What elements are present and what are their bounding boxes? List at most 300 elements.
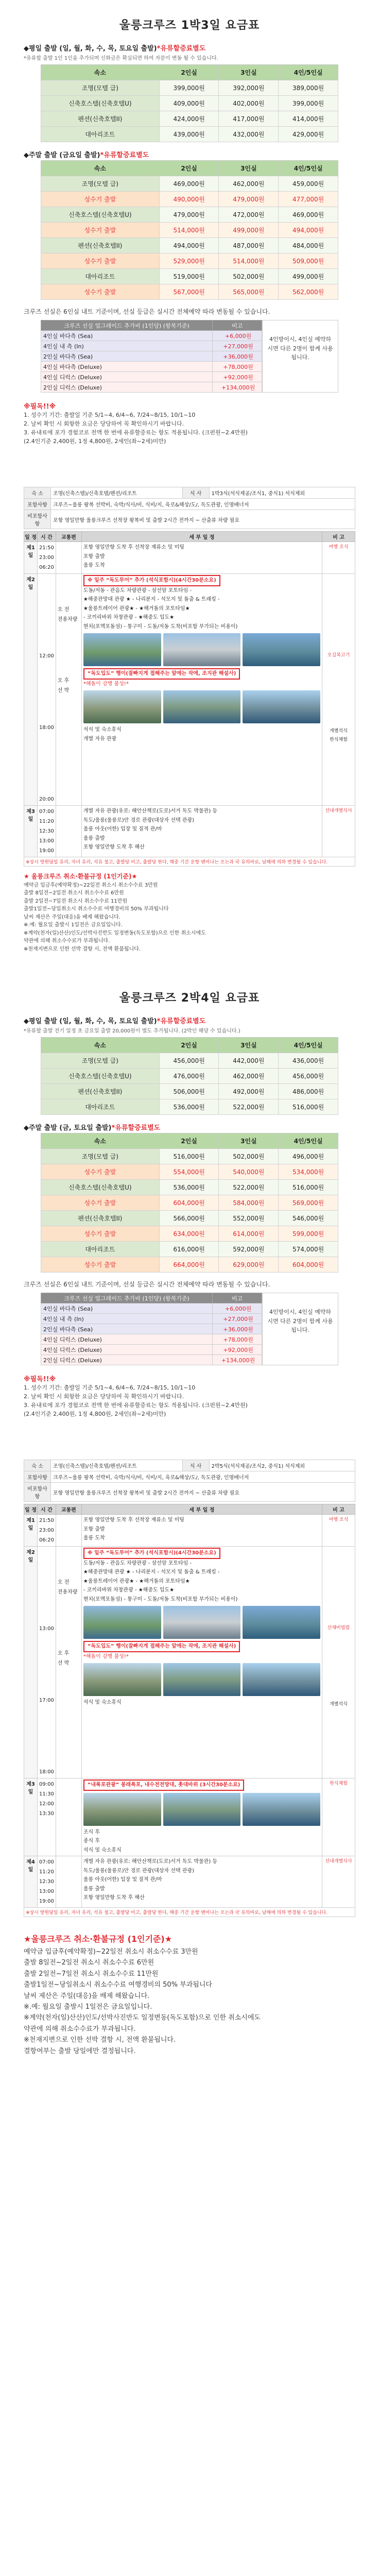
upgrade-row	[41, 372, 262, 382]
heading-badge: *유류할증료별도	[157, 45, 206, 53]
price-cell: 479,000원	[219, 192, 279, 207]
tour-highlight-text: ※ 일주 “독도투어” 추가 (석식포함시)(4시간30분소요)	[83, 575, 220, 586]
remark-text: 한식체험	[330, 737, 348, 743]
price-cell: 536,000원	[159, 1099, 219, 1115]
detail-line: 포항 영일만항 도착 후 해산	[83, 844, 145, 851]
price-cell: 436,000원	[279, 1053, 338, 1069]
upgrade-col-header: 비고	[213, 320, 262, 331]
upgrade-label: 4인실 바다측 (Sea)	[41, 331, 213, 341]
price-cell: 604,000원	[279, 1257, 338, 1273]
price-cell: 432,000원	[219, 127, 279, 142]
schedule-col-header: 교통편	[56, 532, 81, 542]
price-row	[41, 1084, 338, 1099]
remark-col	[322, 1856, 355, 1908]
price-cell: 534,000원	[279, 1164, 338, 1180]
refund-policy	[24, 872, 355, 953]
info-value: 크루즈~울릉 왕복 선박비, 숙박/식사/비, 식비/지, 육로&해상/도/, 독도관광, 인명배너저	[51, 499, 355, 510]
time-col	[38, 1856, 56, 1908]
price-cell: 389,000원	[279, 80, 338, 96]
schedule-day	[24, 1856, 355, 1908]
upgrade-label: 2인실 디럭스 (Deluxe)	[41, 382, 213, 393]
caution-list-line: 2. 날씨 확인 시 회항한 요금은 당당하여 꼭 확인하시기 바랍니다.	[24, 1393, 184, 1400]
transport-col	[56, 1547, 81, 1778]
refund-line: 날씨 제산은 주일(대응)을 배제 해왔습니다.	[24, 914, 120, 920]
day-label: 제2일	[24, 574, 38, 806]
price-row-label: 대아리조트	[41, 1242, 160, 1257]
refund-line: 날씨 제산은 주일(대응)을 배제 해왔습니다.	[24, 1992, 150, 2000]
time-value: 11:20	[39, 819, 54, 825]
price-cell: 522,000원	[219, 1099, 279, 1115]
transport-label: 선 박	[57, 688, 70, 694]
detail-line: 포항 출발	[83, 553, 105, 560]
scenery-photo	[83, 1793, 161, 1826]
highlight-box	[83, 1780, 320, 1791]
price-cell: 552,000원	[219, 1211, 279, 1226]
price-row	[41, 253, 338, 269]
tour-line: 현치(포멕포돌섬) - 통구미 - 도돌/저동 도착(비포함 부가되는 비용이)	[83, 623, 238, 630]
price-heading	[24, 43, 355, 53]
scenery-photo	[243, 1663, 320, 1696]
upgrade-section	[41, 320, 338, 393]
price-row-label: 성수기 출발	[41, 284, 160, 300]
detail-col	[81, 574, 322, 806]
price-cell: 574,000원	[279, 1242, 338, 1257]
scenery-photo	[83, 633, 161, 666]
price-col-header: 2인실	[159, 1038, 219, 1053]
price-col-header: 4인/5인실	[279, 1038, 338, 1053]
info-key: 비포함사항	[24, 510, 51, 529]
price-row	[41, 111, 338, 127]
price-cell: 522,000원	[219, 1180, 279, 1195]
schedule-col-header: 시 간	[38, 1504, 56, 1515]
price-row-label: 성수기 출발	[41, 1195, 160, 1211]
remark-col	[322, 1515, 355, 1547]
upgrade-price: +27,000원	[213, 341, 262, 351]
remark-text: 개별석식	[330, 1701, 348, 1707]
detail-line: 포항 영일만항 도착 후 해산	[83, 1895, 145, 1901]
transport-col	[56, 1856, 81, 1908]
upgrade-row	[41, 1314, 262, 1324]
time-col	[38, 806, 56, 857]
price-cell: 514,000원	[159, 223, 219, 238]
caution-list	[24, 1383, 355, 1418]
upgrade-price: +6,000원	[213, 331, 262, 341]
dokdo-text: “독도입도” 행이(잘빠지게 접해주는 앞에는 작에, 조지관 해설사)	[83, 668, 240, 680]
price-col-header: 4인/5인실	[279, 1133, 338, 1149]
price-cell: 469,000원	[279, 207, 338, 223]
price-col-header: 속소	[41, 1038, 160, 1053]
price-cell: 584,000원	[219, 1195, 279, 1211]
price-cell: 664,000원	[159, 1257, 219, 1273]
scenery-photo	[163, 1663, 241, 1696]
refund-line: 약관에 의해 취소수수료가 부과됩니다.	[24, 2025, 136, 2033]
time-value: 06:20	[39, 565, 54, 571]
price-row-label: 펜션(신축호텔II)	[41, 1211, 160, 1226]
time-value: 19:00	[39, 848, 54, 854]
remark-text: 한식체험	[330, 1781, 348, 1787]
tour-line: ★울릉트레이어 관광★ - ★해거돌의 포토타임★	[83, 605, 190, 612]
time-col	[38, 574, 56, 806]
transport-label: 선 박	[57, 1660, 70, 1667]
time-value: 17:00	[39, 1698, 54, 1704]
upgrade-price: +92,000원	[213, 1345, 262, 1355]
transport-col	[56, 806, 81, 857]
price-row-label: 대아리조트	[41, 1099, 160, 1115]
price-cell: 629,000원	[219, 1257, 279, 1273]
price-row-label: 조명(모텔 급)	[41, 80, 160, 96]
upgrade-row	[41, 1303, 262, 1314]
info-value: 조명(신축스텔)/신축호텔/펜션/리조트	[51, 487, 183, 499]
time-value: 21:50	[39, 1518, 54, 1524]
price-cell: 484,000원	[279, 238, 338, 253]
detail-line: 조식 후	[83, 1829, 100, 1835]
refund-line: ※.예: 월요일 출발시 1일전은 금요일입니다.	[24, 2003, 152, 2011]
heading-badge: *유류할증료별도	[111, 1124, 161, 1132]
tour-highlight-text: ※ 일주 “독도투어” 추가 (석식포함시)(4시간30분소요)	[83, 1548, 220, 1559]
detail-col	[81, 1515, 322, 1547]
price-row	[41, 80, 338, 96]
price-cell: 499,000원	[219, 223, 279, 238]
detail-line: 개별 자유 관광(유로: 해안산책로(도로)서거 독도 박물관) 등	[83, 808, 218, 815]
price-row-label: 성수기 출발	[41, 1226, 160, 1242]
price-cell: 392,000원	[219, 80, 279, 96]
price-row-label: 조명(모텔 급)	[41, 176, 160, 192]
time-value: 23:00	[39, 555, 54, 561]
time-value: 13:00	[39, 838, 54, 844]
detail-line: 포항 영일만항 도착 후 선착장 재류소 및 미팅	[83, 1517, 184, 1523]
price-cell: 469,000원	[159, 176, 219, 192]
period-label: 오 후	[57, 1651, 70, 1657]
price-cell: 476,000원	[159, 1069, 219, 1084]
photo-row	[83, 1606, 320, 1639]
caution-list-line: (2.4인기준 2,400원, 1정 4,800원, 2세인(좌~2세)미만)	[24, 1411, 166, 1418]
time-value: 13:00	[39, 1889, 54, 1895]
price-cell: 546,000원	[279, 1211, 338, 1226]
price-cell: 502,000원	[219, 269, 279, 284]
price-cell: 540,000원	[219, 1164, 279, 1180]
time-value: 12:30	[39, 828, 54, 835]
period-label: 오 후	[57, 678, 70, 684]
price-cell: 477,000원	[279, 192, 338, 207]
upgrade-col-header: 크루즈 선실 업그레이드 추가비 (1인당) (왕복기준)	[41, 1293, 213, 1303]
price-col-header: 속소	[41, 1133, 160, 1149]
price-row	[41, 1069, 338, 1084]
caution-list-line: 3. 유내료에 포가 경험코로 전액 한 번에 유류할증료는 항도 적용됩니다. (크펀원~2.4만원)	[24, 429, 248, 436]
upgrade-row	[41, 362, 262, 372]
schedule-table	[24, 531, 355, 867]
price-cell: 604,000원	[159, 1195, 219, 1211]
transport-label: 전용차량	[57, 1589, 78, 1596]
detail-line: 울릉 도착	[83, 563, 105, 569]
info-value: 2박5식(석식제공/조식2, 중식1) 석식제외	[209, 1460, 355, 1471]
tour-highlight	[83, 1548, 320, 1559]
detail-col	[81, 1856, 322, 1908]
scenery-photo	[243, 1793, 320, 1826]
refund-line: ※천재지변으로 인한 선박 결항 시, 전액 환불됩니다.	[24, 2036, 176, 2044]
detail-line: 석식 및 숙소휴식	[83, 1847, 122, 1853]
price-row	[41, 176, 338, 192]
price-cell: 479,000원	[159, 207, 219, 223]
price-row	[41, 1180, 338, 1195]
photo-row	[83, 1663, 320, 1696]
time-col	[38, 1515, 56, 1547]
caution-list-line: 3. 유내료에 포가 경험코로 전액 한 번에 유류할증료는 항도 적용됩니다. (크펀원~2.4만원)	[24, 1402, 248, 1409]
upgrade-row	[41, 341, 262, 351]
evening-line: 석식 및 숙소휴식	[83, 727, 122, 733]
time-value: 18:00	[39, 1769, 54, 1775]
upgrade-label: 4인실 디럭스 (Deluxe)	[41, 372, 213, 382]
refund-line: 출발1일전~당일취소시 취소수수료 여행경비의 50% 부과됩니다	[24, 1981, 212, 1989]
info-value: 포항 영일만항 울릉크루즈 선착장 왕복비 및 출발 2시간 전까지 ~ 산출류 차량 필요	[51, 1483, 355, 1502]
detail-line: 종식 후	[83, 1838, 100, 1844]
upgrade-label: 4인실 바다측 (Deluxe)	[41, 362, 213, 372]
transport-col	[56, 542, 81, 574]
scenery-photo	[163, 690, 241, 723]
detail-col	[81, 1778, 322, 1856]
upgrade-price: +36,000원	[213, 1324, 262, 1334]
refund-line: 예약금 입금후(예약확정)~22일전 취소시 취소수수료 3만원	[24, 1947, 198, 1956]
tour-line: 도동/저동 - 관음도 차량관광 - 삼선암 포토타임 -	[83, 1560, 192, 1566]
dokdo-text: “독도입도” 행이(잘빠지게 접해주는 앞에는 작에, 조지관 해설사)	[83, 1641, 240, 1652]
price-cell: 514,000원	[219, 253, 279, 269]
price-row	[41, 1257, 338, 1273]
price-row-label: 성수기 출발	[41, 253, 160, 269]
upgrade-col-header: 크루즈 선실 업그레이드 추가비 (1인당) (왕복기준)	[41, 320, 213, 331]
price-cell: 496,000원	[279, 1149, 338, 1164]
price-cell: 516,000원	[279, 1180, 338, 1195]
upgrade-row	[41, 1355, 262, 1365]
price-table	[41, 1133, 338, 1273]
price-row	[41, 96, 338, 111]
info-key: 포함사항	[24, 1471, 51, 1483]
caution-list-line: (2.4인기준 2,400원, 1정 4,800원, 2세인(좌~2세)미만)	[24, 438, 166, 445]
price-cell: 614,000원	[219, 1226, 279, 1242]
upgrade-price: +78,000원	[213, 362, 262, 372]
price-cell: 456,000원	[159, 1053, 219, 1069]
price-cell: 472,000원	[219, 207, 279, 223]
refund-title: ★ 울릉크루즈 취소·환불규정 (1인기준)★	[24, 873, 137, 880]
detail-line: 울릉 도착	[83, 1535, 105, 1541]
price-col-header: 3인실	[219, 161, 279, 176]
price-row-label: 성수기 출발	[41, 192, 160, 207]
price-cell: 499,000원	[279, 269, 338, 284]
price-row	[41, 207, 338, 223]
weekday-note: *유류할 출발 전기 일정 초 금요일 출발 20,000원이 별도 추가됩니다. (2박인 해당 수 있습니다.)	[24, 1028, 240, 1035]
day-label: 제3일	[24, 806, 38, 857]
schedule-col-header: 교통편	[56, 1504, 81, 1515]
transport-col	[56, 1515, 81, 1547]
cabin-note: 크루즈 선실은 6인실 내트 기준이며, 선실 등급은 실시간 전체예약 따라 변동될 수 있습니다.	[24, 1281, 270, 1289]
price-cell: 566,000원	[159, 1211, 219, 1226]
scenery-photo	[243, 633, 320, 666]
price-row	[41, 1226, 338, 1242]
day-label: 제4일	[24, 1856, 38, 1908]
price-row-label: 대아리조트	[41, 127, 160, 142]
dokdo-box	[83, 668, 320, 680]
price-cell: 562,000원	[279, 284, 338, 300]
remark-text: 산채비빔밥	[327, 1625, 350, 1631]
price-col-header: 속소	[41, 65, 160, 80]
price-cell: 414,000원	[279, 111, 338, 127]
upgrade-row	[41, 1324, 262, 1334]
price-col-header: 3인실	[219, 1133, 279, 1149]
refund-line: 약관에 의해 취소수수료가 부과됩니다.	[24, 938, 110, 944]
detail-line: 포항 영일만항 도착 후 선착장 재류소 및 미팅	[83, 545, 184, 551]
price-cell: 442,000원	[219, 1053, 279, 1069]
price-cell: 439,000원	[159, 127, 219, 142]
price-row-label: 대아리조트	[41, 269, 160, 284]
evening-line: 석식 및 숙소휴식	[83, 1700, 122, 1706]
detail-line: 울릉 출발	[83, 1886, 105, 1892]
price-col-header: 2인실	[159, 65, 219, 80]
scenery-photo	[163, 1793, 241, 1826]
time-value: 12:00	[39, 1801, 54, 1807]
tour-line: ★울릉트레이어 관광★ - ★해거돌의 포토타임★	[83, 1578, 190, 1584]
info-key: 숙 소	[24, 487, 51, 499]
price-row	[41, 1242, 338, 1257]
remark-text: 개별석식	[330, 728, 348, 734]
price-col-header: 속소	[41, 161, 160, 176]
period-label: 오 전	[57, 607, 70, 613]
price-col-header: 3인실	[219, 1038, 279, 1053]
detail-line: 독도/울릉(울릉로)안 경로 관광(대상자 선택 관광)	[83, 1868, 195, 1874]
price-cell: 399,000원	[159, 80, 219, 96]
schedule-table	[24, 1504, 355, 1917]
schedule-col-header: 세 부 일 정	[81, 1504, 322, 1515]
price-cell: 554,000원	[159, 1164, 219, 1180]
price-row-label: 신축호스텔(신축호텔U)	[41, 1180, 160, 1195]
caution-list-line: 1. 성수기 기간: 출발일 기준 5/1~4, 6/4~6, 7/24~8/15, 10/1~10	[24, 1384, 196, 1392]
detail-line: 울릉 출발	[83, 835, 105, 841]
upgrade-label: 4인실 내 측 (In)	[41, 1314, 213, 1324]
price-row	[41, 127, 338, 142]
schedule-col-header: 비 고	[322, 1504, 355, 1515]
transport-label: 전용차량	[57, 617, 78, 623]
time-value: 18:00	[39, 725, 54, 731]
time-col	[38, 542, 56, 574]
schedule-col-header: 세 부 일 정	[81, 532, 322, 542]
price-cell: 462,000원	[219, 176, 279, 192]
heading-badge: *유류할증료별도	[157, 1018, 206, 1026]
day-label: 제1일	[24, 542, 38, 574]
price-cell: 599,000원	[279, 1226, 338, 1242]
price-cell: 486,000원	[279, 1084, 338, 1099]
schedule-footnote: ※상시 방원당일 유리, 자녀 유리, 석유 철고, 출발당 비고, 출발당 한다, 해중 기간 운항 밴미나는 오는과 국 유의바로, 남해에 의하 변경될 수 있습니다.	[24, 857, 355, 867]
schedule-day	[24, 1547, 355, 1778]
period-label: 오 전	[57, 1580, 70, 1586]
upgrade-label: 4인실 바다측 (Sea)	[41, 1303, 213, 1314]
upgrade-col-header: 비고	[213, 1293, 262, 1303]
caution-title: ※필독!!※	[24, 403, 56, 411]
price-cell: 429,000원	[279, 127, 338, 142]
day-label: 제2일	[24, 1547, 38, 1778]
detail-col	[81, 806, 322, 857]
price-cell: 567,000원	[159, 284, 219, 300]
time-value: 07:00	[39, 1859, 54, 1866]
price-row	[41, 1099, 338, 1115]
upgrade-label: 2인실 바다측 (Sea)	[41, 351, 213, 362]
time-value: 12:00	[39, 653, 54, 659]
schedule-col-header: 일 정	[24, 532, 38, 542]
scenery-photo	[83, 1663, 161, 1696]
price-heading	[24, 149, 355, 159]
info-value: 포항 영일만항 울릉크루즈 선착장 왕복비 및 출발 2시간 전까지 ~ 산출류 차량 필요	[51, 510, 355, 529]
upgrade-label: 4인실 디럭스 (Deluxe)	[41, 1345, 213, 1355]
info-key: 숙 소	[24, 1460, 51, 1471]
schedule-day	[24, 1778, 355, 1856]
price-cell: 492,000원	[219, 1084, 279, 1099]
price-col-header: 2인실	[159, 161, 219, 176]
schedule-day	[24, 806, 355, 857]
time-value: 06:20	[39, 1537, 54, 1544]
refund-line: ※천재지변으로 인한 선박 결항 시, 전액 환불됩니다.	[24, 946, 141, 952]
upgrade-price: +27,000원	[213, 1314, 262, 1324]
price-row	[41, 269, 338, 284]
upgrade-note: 4인방이시, 4인실 예약하시면 다른 2명이 함께 사용됩니다.	[262, 320, 338, 393]
remark-text: 여행 조식	[329, 1517, 349, 1523]
scenery-photo	[83, 690, 161, 723]
upgrade-label: 2인실 바다측 (Sea)	[41, 1324, 213, 1334]
tour-line: 현치(포멕포돌섬) - 통구미 - 도돌/저동 도착(비포함 부가되는 비용이)	[83, 1596, 238, 1602]
price-col-header: 4인/5인실	[279, 161, 338, 176]
remark-col	[322, 1778, 355, 1856]
price-cell: 402,000원	[219, 96, 279, 111]
tour-line: - 코끼리바위 차창관광 - ★해중도 입도★	[83, 1587, 175, 1594]
refund-line: ※계약(천자(일)산산)인도/선박사진반도 일정변동(독도포함)으로 인한 취소시에도	[24, 2014, 261, 2022]
upgrade-label: 4인실 내 측 (In)	[41, 341, 213, 351]
price-cell: 634,000원	[159, 1226, 219, 1242]
heading-text: ◆주말 출발 (금, 토요일 출발)	[24, 1124, 112, 1132]
price-row	[41, 192, 338, 207]
caution-list-line: 1. 성수기 기간: 출발일 기준 5/1~4, 6/4~6, 7/24~8/15, 10/1~10	[24, 412, 196, 418]
price-row	[41, 238, 338, 253]
info-value: 1박3식(석식제공/조식1, 중식1) 석식제외	[209, 487, 355, 499]
price-row	[41, 1149, 338, 1164]
price-row-label: 신축호스텔(신축호텔U)	[41, 1069, 160, 1084]
info-value: 크루즈~울릉 왕복 선박비, 숙박/식사/비, 식비/지, 육로&해상/도/, 독도관광, 인명배너저	[51, 1471, 355, 1483]
price-cell: 506,000원	[159, 1084, 219, 1099]
evening-line: 개별 자유 관광	[83, 736, 117, 742]
time-value: 21:50	[39, 545, 54, 551]
schedule-col-header: 일 정	[24, 1504, 38, 1515]
schedule-day	[24, 1515, 355, 1547]
caution-list-line: 2. 날씨 확인 시 회항한 요금은 당당하여 꼭 확인하시기 바랍니다.	[24, 420, 184, 428]
price-cell: 519,000원	[159, 269, 219, 284]
refund-title: ★울릉크루즈 취소·환불규정 (1인기준)★	[24, 1934, 173, 1944]
upgrade-row	[41, 351, 262, 362]
refund-line: ※.예: 월요일 출발시 1일전은 금요일입니다.	[24, 922, 123, 928]
upgrade-price: +36,000원	[213, 351, 262, 362]
day-label: 제3일	[24, 1778, 38, 1856]
scenery-photo	[243, 1606, 320, 1639]
dokdo-box	[83, 1641, 320, 1652]
time-col	[38, 1547, 56, 1778]
schedule-col-header: 비 고	[322, 532, 355, 542]
time-value: 12:30	[39, 1879, 54, 1885]
refund-line: ※계약(천자(일)산산)인도/선박사진반도 일정변동(독도포함)으로 인한 취소시에도	[24, 930, 206, 936]
refund-line: 결항여부는 출발 당일에만 결정됩니다.	[24, 2047, 136, 2055]
cabin-note: 크루즈 선실은 6인실 내트 기준이며, 선실 등급은 실시간 전체예약 따라 변동될 수 있습니다.	[24, 308, 270, 315]
detail-col	[81, 1547, 322, 1778]
price-row	[41, 1195, 338, 1211]
upgrade-price: +6,000원	[213, 1303, 262, 1314]
heading-text: ◆평일 출발 (일, 월, 화, 수, 목, 토요일 출발)	[24, 45, 157, 53]
upgrade-row	[41, 1334, 262, 1345]
scenery-photo	[163, 633, 241, 666]
time-value: 20:00	[39, 796, 54, 803]
price-cell: 516,000원	[279, 1099, 338, 1115]
transport-col	[56, 1778, 81, 1856]
